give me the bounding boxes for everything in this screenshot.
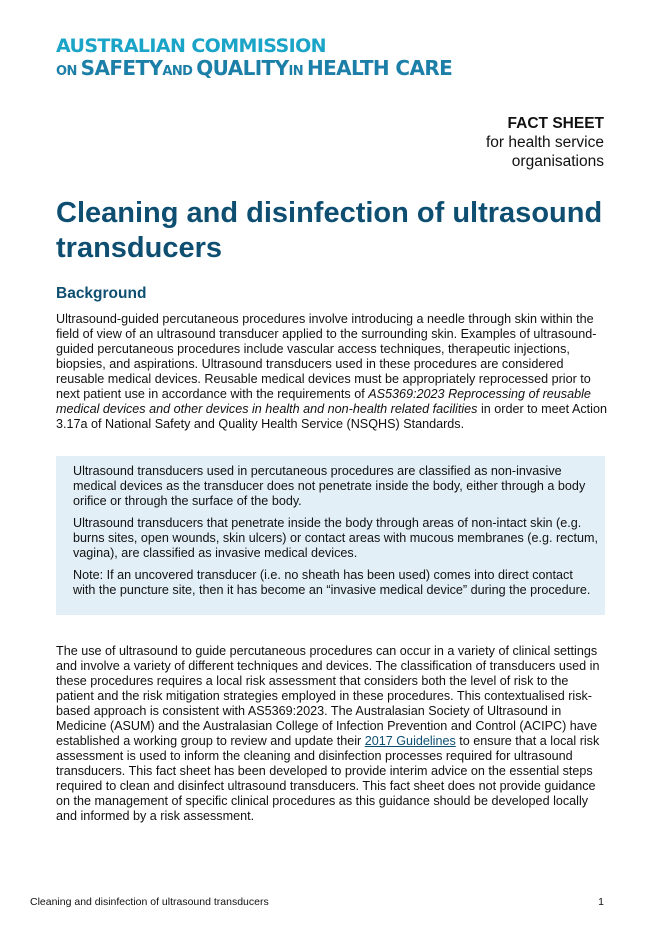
footer-title: Cleaning and disinfection of ultrasound transducers bbox=[30, 896, 269, 908]
paragraph-text: The use of ultrasound to guide percutaneous procedures can occur in a variety of clinical settings and involve a variety of different techniques and devices. The classification of transducers used in these procedures requires a local risk assessment that considers both the level of risk to the patient and the risk mitigation strategies employed in these procedures. This contextualised risk-based approach is consistent with AS5369:2023. The Australasian Society of Ultrasound in Medicine (ASUM) and the Australasian College of Infection Prevention and Control (ACIPC) have established a working group to review and update their bbox=[56, 644, 600, 748]
document-title: Cleaning and disinfection of ultrasound transducers bbox=[56, 197, 603, 264]
paragraph-text: in order to meet Action 3.17a of National Safety and Quality Health Service (NSQHS) Standards. bbox=[56, 402, 607, 431]
logo-line-2 bbox=[56, 58, 452, 78]
info-box-paragraph: Ultrasound transducers that penetrate inside the body through areas of non-intact skin (e.g. burns sites, open wounds, skin ulcers) or contact areas with mucous membranes (e.g. rectum, vagina), are classified as invasive medical devices. bbox=[73, 516, 598, 560]
info-box-note: Note: If an uncovered transducer (i.e. no sheath has been used) comes into direct contact with the puncture site, then it has become an “invasive medical device” during the procedure. bbox=[73, 568, 591, 597]
section-heading-background: Background bbox=[56, 285, 147, 302]
context-paragraph bbox=[56, 644, 608, 824]
fact-sheet-label bbox=[486, 114, 604, 171]
background-paragraph bbox=[56, 312, 608, 432]
paragraph-text: Ultrasound-guided percutaneous procedures involve introducing a needle through skin within the field of view of an ultrasound transducer applied to the surrounding skin. Examples of ultrasound-guided percutaneous procedures include vascular access techniques, therapeutic injections, biopsies, and aspirations. Ultrasound transducers used in these procedures are considered reusable medical devices. Reusable medical devices must be appropriately reprocessed prior to next patient use in accordance with the requirements of bbox=[56, 312, 597, 401]
logo-word: AND bbox=[162, 64, 197, 79]
fact-sheet-subtitle-1: for health service bbox=[485, 134, 604, 151]
logo-word: QUALITY bbox=[196, 56, 289, 80]
standard-reference: AS5369:2023 Reprocessing of reusable medical devices and other devices in health and non-health related facilities bbox=[56, 387, 591, 416]
logo-line-1: AUSTRALIAN COMMISSION bbox=[56, 35, 326, 57]
fact-sheet-title: FACT SHEET bbox=[507, 115, 604, 132]
logo-word: HEALTH CARE bbox=[306, 56, 453, 80]
classification-info-box bbox=[56, 456, 605, 615]
page-number: 1 bbox=[598, 896, 604, 908]
logo-word: ON bbox=[56, 64, 81, 79]
organisation-logo bbox=[56, 37, 452, 78]
paragraph-text: to ensure that a local risk assessment is used to inform the cleaning and disinfection processes required for ultrasound transducers. This fact sheet has been developed to provide interim advice on the essential steps required to clean and disinfect ultrasound transducers. This fact sheet does not provide guidance on the management of specific clinical procedures as this guidance should be developed locally and informed by a risk assessment. bbox=[56, 734, 600, 823]
logo-word: IN bbox=[288, 64, 307, 79]
info-box-paragraph: Ultrasound transducers used in percutaneous procedures are classified as non-invasive medical devices as the transducer does not penetrate inside the body, either through a body orifice or through the surface of the body. bbox=[73, 464, 586, 508]
logo-word: SAFETY bbox=[80, 56, 163, 80]
fact-sheet-subtitle-2: organisations bbox=[511, 153, 604, 170]
guidelines-link[interactable]: 2017 Guidelines bbox=[364, 734, 456, 748]
